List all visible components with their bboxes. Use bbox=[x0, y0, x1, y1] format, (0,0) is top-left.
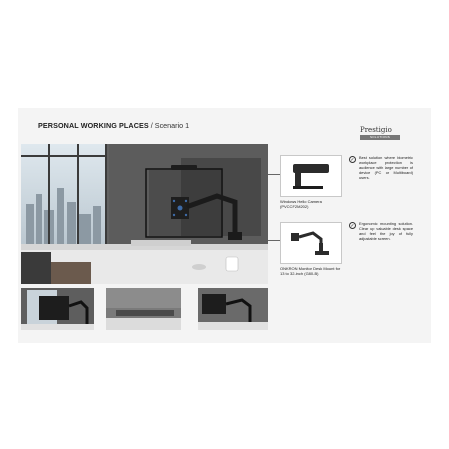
feature-2 bbox=[349, 222, 413, 242]
feature-1-text: Best solution where biometric workplace protection is audience with large number of device (PC or Multiboard) users. bbox=[359, 155, 413, 180]
brand-tagline: SOLUTIONS bbox=[360, 135, 400, 140]
product-mount-caption: ONKRON Monitor Desk Mount for 13 to 32-inch (G80-B) bbox=[280, 266, 341, 276]
camera-icon bbox=[281, 156, 341, 196]
connector-line-1 bbox=[268, 174, 280, 175]
feature-1 bbox=[349, 156, 413, 181]
brand-name: Prestigio bbox=[360, 126, 392, 134]
title-main: PERSONAL WORKING PLACES bbox=[38, 121, 149, 130]
office-hero-image bbox=[21, 144, 268, 284]
thumbnail-1-image bbox=[21, 288, 94, 330]
product-mount-box bbox=[280, 222, 342, 264]
thumbnail-1 bbox=[21, 288, 94, 330]
office-scene bbox=[21, 144, 268, 284]
brand-logo bbox=[360, 126, 400, 140]
product-camera-caption: Windows Hello Camera (PVCCF2M202) bbox=[280, 199, 322, 209]
check-icon: ✓ bbox=[350, 223, 355, 229]
check-icon: ✓ bbox=[350, 157, 355, 163]
thumbnail-3-image bbox=[198, 288, 268, 330]
slide bbox=[18, 108, 431, 343]
monitor-arm-icon bbox=[281, 223, 341, 263]
feature-2-text: Ergonomic mounting solution. Clear up valuable desk space and feel the joy of fully adjustable screen. bbox=[359, 221, 413, 241]
thumbnail-3 bbox=[198, 288, 268, 330]
connector-line-2 bbox=[268, 240, 280, 241]
thumbnail-2-image bbox=[106, 288, 181, 330]
product-camera-box bbox=[280, 155, 342, 197]
title-sub: / Scenario 1 bbox=[148, 121, 190, 130]
slide-title bbox=[38, 121, 189, 130]
thumbnail-2 bbox=[106, 288, 181, 330]
